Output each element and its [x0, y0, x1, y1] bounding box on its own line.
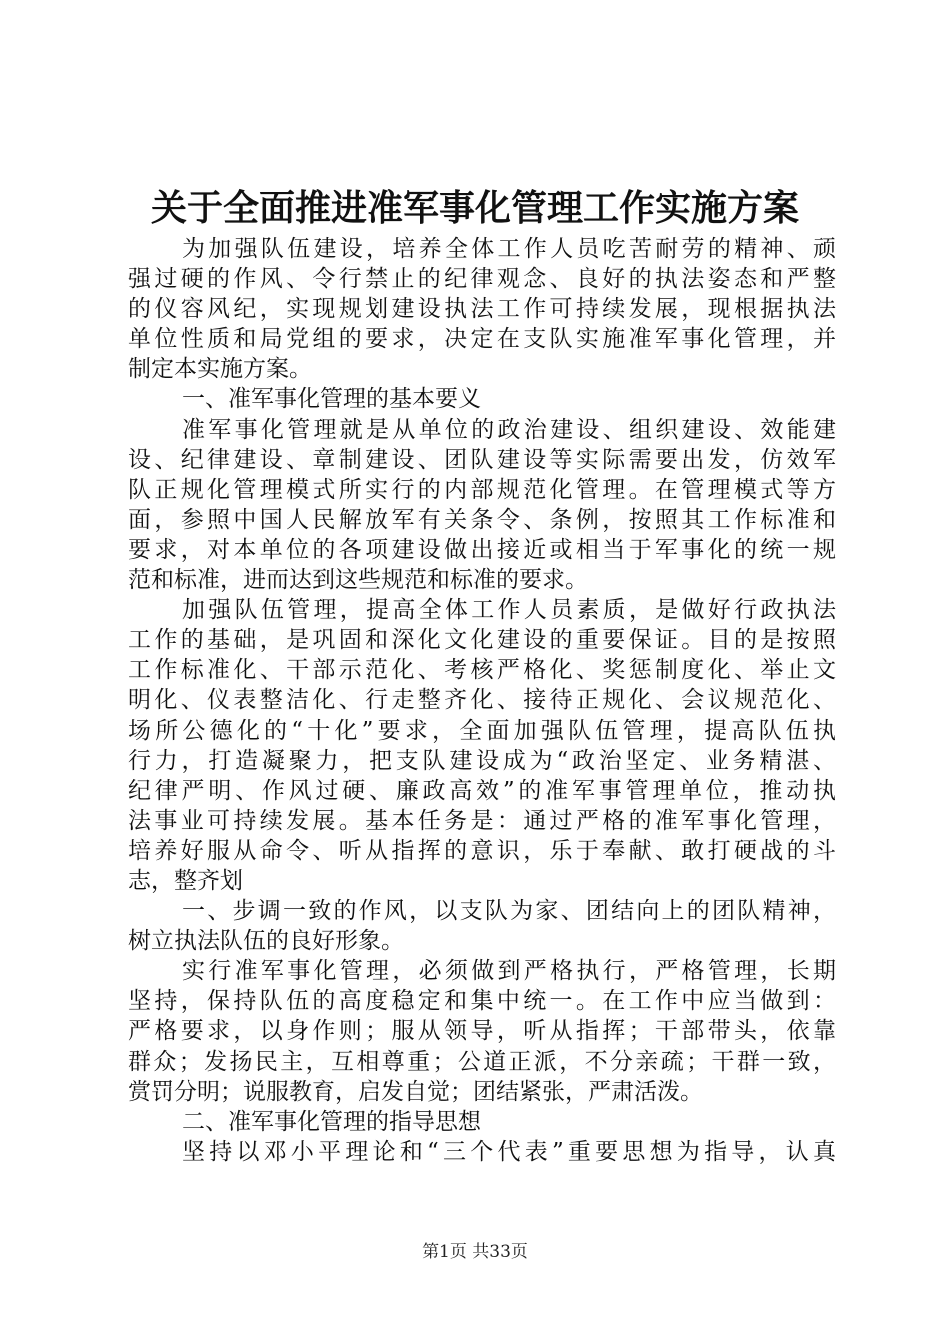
- body-line: 的仪容风纪，实现规划建设执法工作可持续发展，现根据执法: [128, 296, 836, 323]
- body-line: 志，整齐划: [128, 867, 243, 894]
- body-line: 法事业可持续发展。基本任务是：通过严格的准军事化管理，: [128, 807, 836, 834]
- document-body: [128, 234, 836, 1167]
- body-line: 加强队伍管理，提高全体工作人员素质，是做好行政执法: [182, 597, 836, 624]
- body-line: 群众；发扬民主，互相尊重；公道正派，不分亲疏；干群一致，: [128, 1048, 836, 1075]
- page-number-footer: 第1页 共33页: [422, 1242, 528, 1262]
- body-line: 场所公德化的“十化”要求，全面加强队伍管理，提高队伍执: [128, 717, 836, 744]
- body-line: 坚持以邓小平理论和“三个代表”重要思想为指导，认真: [182, 1138, 836, 1165]
- section-heading: 一、准军事化管理的基本要义: [182, 386, 481, 413]
- body-line: 面，参照中国人民解放军有关条令、条例，按照其工作标准和: [128, 506, 836, 533]
- body-line: 队正规化管理模式所实行的内部规范化管理。在管理模式等方: [128, 476, 836, 503]
- body-line: 准军事化管理就是从单位的政治建设、组织建设、效能建: [182, 416, 836, 443]
- document-title: 关于全面推进准军事化管理工作实施方案: [150, 187, 799, 229]
- body-line: 设、纪律建设、章制建设、团队建设等实际需要出发，仿效军: [128, 446, 836, 473]
- body-line: 赏罚分明；说服教育，启发自觉；团结紧张，严肃活泼。: [128, 1078, 703, 1105]
- body-line: 实行准军事化管理，必须做到严格执行，严格管理，长期: [182, 958, 836, 985]
- body-line: 培养好服从命令、听从指挥的意识，乐于奉献、敢打硬战的斗: [128, 837, 836, 864]
- body-line: 强过硬的作风、令行禁止的纪律观念、良好的执法姿态和严整: [128, 266, 836, 293]
- body-line: 制定本实施方案。: [128, 356, 312, 383]
- body-line: 范和标准，进而达到这些规范和标准的要求。: [128, 567, 588, 594]
- body-line: 树立执法队伍的良好形象。: [128, 928, 404, 955]
- body-line: 明化、仪表整洁化、行走整齐化、接待正规化、会议规范化、: [128, 687, 836, 714]
- body-line: 要求，对本单位的各项建设做出接近或相当于军事化的统一规: [128, 536, 836, 563]
- body-line: 单位性质和局党组的要求，决定在支队实施准军事化管理，并: [128, 326, 836, 353]
- body-line: 纪律严明、作风过硬、廉政高效”的准军事管理单位，推动执: [128, 777, 836, 804]
- body-line: 严格要求，以身作则；服从领导，听从指挥；干部带头，依靠: [128, 1018, 836, 1045]
- body-line: 坚持，保持队伍的高度稳定和集中统一。在工作中应当做到：: [128, 988, 836, 1015]
- body-line: 工作的基础，是巩固和深化文化建设的重要保证。目的是按照: [128, 627, 836, 654]
- section-heading: 二、准军事化管理的指导思想: [182, 1108, 481, 1135]
- body-line: 为加强队伍建设，培养全体工作人员吃苦耐劳的精神、顽: [182, 236, 836, 262]
- body-line: 行力，打造凝聚力，把支队建设成为“政治坚定、业务精湛、: [128, 747, 836, 774]
- body-line: 一、步调一致的作风，以支队为家、团结向上的团队精神，: [182, 898, 836, 925]
- body-line: 工作标准化、干部示范化、考核严格化、奖惩制度化、举止文: [128, 657, 836, 684]
